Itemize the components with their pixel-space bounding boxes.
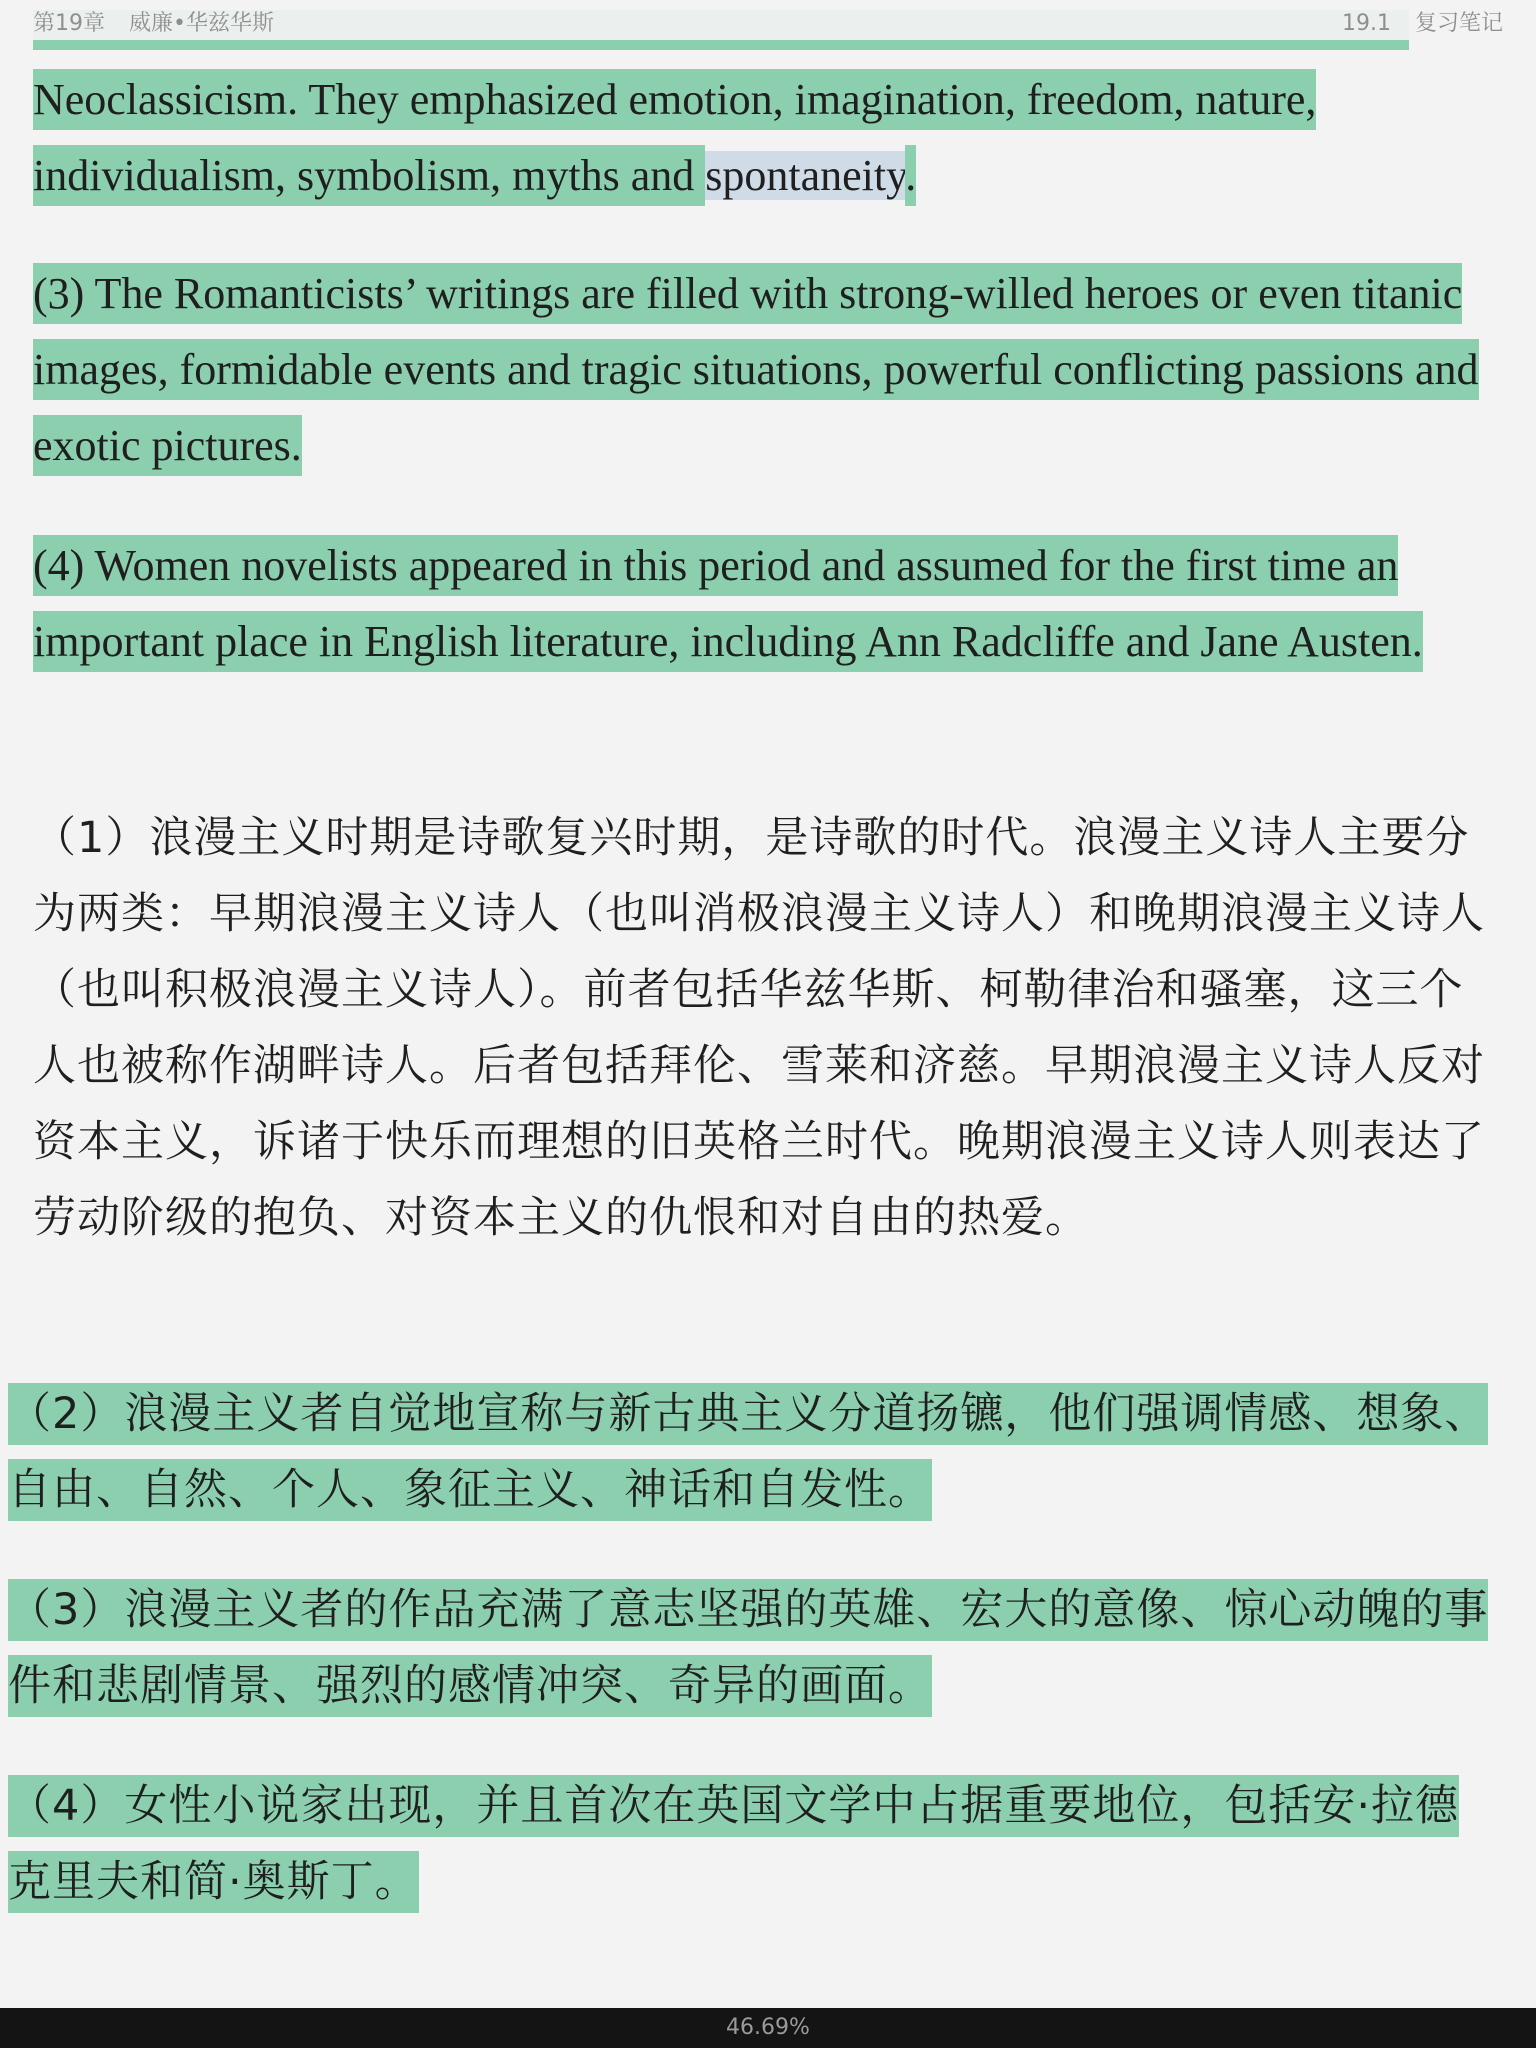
paragraph-en-2-tail[interactable] — [33, 62, 1503, 214]
text-line: Neoclassicism. They emphasized emotion, imagination, freedom, nature, — [33, 75, 1317, 124]
highlight[interactable]: （2）浪漫主义者自觉地宣称与新古典主义分道扬镳，他们强调情感、想象、自由、自然、个人、象征主义、神话和自发性。 — [8, 1383, 1488, 1521]
highlight[interactable] — [33, 145, 705, 206]
paragraph-en-3[interactable] — [33, 256, 1503, 484]
section-info — [1342, 6, 1503, 37]
chapter-info — [33, 6, 274, 37]
highlight[interactable]: (3) The Romanticists’ writings are filled with strong-willed heroes or even titanic images, formidable events and tragic situations, powerful conflicting passions and exotic pictures. — [33, 263, 1479, 476]
header-bar — [0, 0, 1536, 40]
paragraph-zh-1[interactable] — [33, 800, 1503, 1256]
paragraph-en-4[interactable] — [33, 528, 1503, 680]
paragraph-zh-3[interactable] — [8, 1572, 1503, 1724]
paragraph-zh-4[interactable] — [8, 1768, 1503, 1920]
progress-bar — [0, 2008, 1536, 2048]
highlight[interactable] — [33, 69, 1316, 130]
highlight[interactable] — [905, 145, 916, 206]
chapter-number: 第19章 — [33, 11, 105, 36]
reading-progress: 46.69% — [726, 2015, 810, 2040]
paragraph-text: （1）浪漫主义时期是诗歌复兴时期，是诗歌的时代。浪漫主义诗人主要分为两类：早期浪漫主义诗人（也叫消极浪漫主义诗人）和晚期浪漫主义诗人（也叫积极浪漫主义诗人）。前者包括华兹华斯、柯勒律治和骚塞，这三个人也被称作湖畔诗人。后者包括拜伦、雪莱和济慈。早期浪漫主义诗人反对资本主义，诉诸于快乐而理想的旧英格兰时代。晚期浪漫主义诗人则表达了劳动阶级的抱负、对资本主义的仇恨和对自由的热爱。 — [33, 813, 1485, 1243]
paragraph-zh-2[interactable] — [8, 1376, 1503, 1528]
section-title: 复习笔记 — [1414, 11, 1503, 36]
section-number: 19.1 — [1342, 11, 1391, 36]
highlight[interactable]: （3）浪漫主义者的作品充满了意志坚强的英雄、宏大的意像、惊心动魄的事件和悲剧情景、强烈的感情冲突、奇异的画面。 — [8, 1579, 1488, 1717]
selected-word[interactable]: spontaneity — [705, 151, 906, 200]
highlight[interactable]: (4) Women novelists appeared in this period and assumed for the first time an important place in English literature, including Ann Radcliffe and Jane Austen. — [33, 535, 1423, 672]
text-line: individualism, symbolism, myths and — [33, 151, 706, 200]
highlight[interactable]: （4）女性小说家出现，并且首次在英国文学中占据重要地位，包括安·拉德克里夫和简·奥斯丁。 — [8, 1775, 1459, 1913]
text-line: . — [905, 151, 917, 200]
chapter-title: 威廉•华兹华斯 — [129, 11, 274, 36]
